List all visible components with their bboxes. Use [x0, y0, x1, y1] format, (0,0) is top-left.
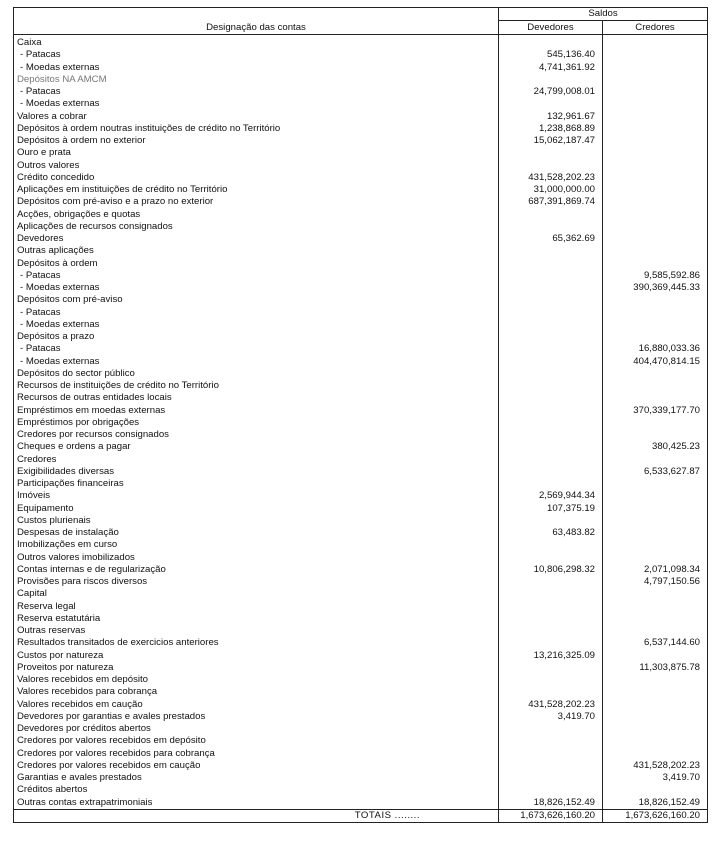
credit-value: [603, 294, 708, 306]
table-row: [14, 699, 708, 711]
debit-value: [499, 282, 603, 294]
debit-value: [499, 319, 603, 331]
credit-value: [603, 74, 708, 86]
debit-value: 687,391,869.74: [499, 196, 603, 208]
debit-value: [499, 429, 603, 441]
account-name: Valores recebidos para cobrança: [14, 686, 499, 698]
credit-value: [603, 699, 708, 711]
table-row: [14, 343, 708, 355]
balance-table: [13, 7, 708, 823]
table-row: [14, 748, 708, 760]
credit-value: 404,470,814.15: [603, 356, 708, 368]
debit-value: 24,799,008.01: [499, 86, 603, 98]
debit-value: [499, 270, 603, 282]
account-name: Empréstimos por obrigações: [14, 417, 499, 429]
credit-value: [603, 392, 708, 404]
credit-value: 2,071,098.34: [603, 564, 708, 576]
table-row: [14, 282, 708, 294]
totals-debit: 1,673,626,160.20: [499, 809, 603, 822]
credit-value: [603, 711, 708, 723]
debit-value: [499, 748, 603, 760]
account-name: Devedores: [14, 233, 499, 245]
credit-value: [603, 748, 708, 760]
debit-value: 13,216,325.09: [499, 650, 603, 662]
debit-value: [499, 539, 603, 551]
table-row: [14, 209, 708, 221]
table-row: [14, 637, 708, 649]
debit-value: 3,419.70: [499, 711, 603, 723]
credit-value: [603, 172, 708, 184]
table-row: [14, 135, 708, 147]
credit-value: [603, 417, 708, 429]
table-row: [14, 380, 708, 392]
account-name: Exigibilidades diversas: [14, 466, 499, 478]
debit-value: [499, 784, 603, 796]
debit-value: 31,000,000.00: [499, 184, 603, 196]
account-name: Reserva legal: [14, 601, 499, 613]
debit-value: [499, 380, 603, 392]
credit-value: [603, 650, 708, 662]
account-name: Depósitos a prazo: [14, 331, 499, 343]
account-name: Depósitos à ordem noutras instituições de crédito no Território: [14, 123, 499, 135]
table-row: [14, 74, 708, 86]
table-row: [14, 552, 708, 564]
credit-value: [603, 86, 708, 98]
debit-value: 4,741,361.92: [499, 62, 603, 74]
table-body: [14, 35, 708, 810]
credit-value: 16,880,033.36: [603, 343, 708, 355]
table-row: [14, 503, 708, 515]
debit-value: 15,062,187.47: [499, 135, 603, 147]
debit-value: [499, 221, 603, 233]
table-header: [14, 8, 708, 35]
table-row: [14, 613, 708, 625]
account-name: - Patacas: [14, 270, 499, 282]
totals-label: TOTAIS ........: [14, 809, 499, 822]
debit-value: [499, 576, 603, 588]
table-row: [14, 270, 708, 282]
account-name: - Patacas: [14, 86, 499, 98]
credit-value: [603, 601, 708, 613]
table-row: [14, 650, 708, 662]
table-row: [14, 625, 708, 637]
credit-value: [603, 552, 708, 564]
credit-value: [603, 35, 708, 50]
credit-value: [603, 527, 708, 539]
debit-value: [499, 686, 603, 698]
account-name: Custos plurienais: [14, 515, 499, 527]
credit-value: [603, 331, 708, 343]
credit-value: [603, 245, 708, 257]
credit-value: 11,303,875.78: [603, 662, 708, 674]
credit-value: [603, 196, 708, 208]
account-name: Equipamento: [14, 503, 499, 515]
totals-row: [14, 809, 708, 822]
credit-value: [603, 686, 708, 698]
debit-value: [499, 760, 603, 772]
account-name: Recursos de instituições de crédito no Território: [14, 380, 499, 392]
credit-value: 3,419.70: [603, 772, 708, 784]
balances-group-header: Saldos: [499, 8, 708, 21]
debit-value: [499, 674, 603, 686]
table-row: [14, 662, 708, 674]
credit-value: [603, 135, 708, 147]
debit-value: [499, 441, 603, 453]
account-name: Depósitos à ordem: [14, 258, 499, 270]
account-name: Valores a cobrar: [14, 111, 499, 123]
account-name: Empréstimos em moedas externas: [14, 405, 499, 417]
debit-value: 10,806,298.32: [499, 564, 603, 576]
credit-value: [603, 49, 708, 61]
credit-value: 6,537,144.60: [603, 637, 708, 649]
account-name: Recursos de outras entidades locais: [14, 392, 499, 404]
debit-value: [499, 245, 603, 257]
account-name: Custos por natureza: [14, 650, 499, 662]
account-name: - Moedas externas: [14, 356, 499, 368]
table-row: [14, 429, 708, 441]
table-row: [14, 147, 708, 159]
account-name: Garantias e avales prestados: [14, 772, 499, 784]
credit-value: 431,528,202.23: [603, 760, 708, 772]
debit-value: 107,375.19: [499, 503, 603, 515]
table-row: [14, 417, 708, 429]
credit-value: 9,585,592.86: [603, 270, 708, 282]
table-row: [14, 478, 708, 490]
debit-value: [499, 588, 603, 600]
account-name: - Moedas externas: [14, 62, 499, 74]
credit-value: 4,797,150.56: [603, 576, 708, 588]
debit-value: [499, 478, 603, 490]
debit-value: [499, 625, 603, 637]
debit-value: [499, 662, 603, 674]
debit-value: [499, 515, 603, 527]
table-row: [14, 221, 708, 233]
credit-value: [603, 515, 708, 527]
account-name: - Patacas: [14, 307, 499, 319]
table-footer: [14, 809, 708, 822]
table-row: [14, 601, 708, 613]
credit-value: [603, 368, 708, 380]
credit-value: [603, 258, 708, 270]
debit-value: [499, 723, 603, 735]
table-row: [14, 307, 708, 319]
table-row: [14, 184, 708, 196]
account-name: Credores por valores recebidos em caução: [14, 760, 499, 772]
debit-value: [499, 637, 603, 649]
debit-value: [499, 294, 603, 306]
table-row: [14, 196, 708, 208]
debit-value: 545,136.40: [499, 49, 603, 61]
debit-value: [499, 466, 603, 478]
credit-value: [603, 674, 708, 686]
debit-value: [499, 98, 603, 110]
table-row: [14, 62, 708, 74]
credit-value: 380,425.23: [603, 441, 708, 453]
credit-value: [603, 478, 708, 490]
account-name: Credores por valores recebidos em depósito: [14, 735, 499, 747]
debit-value: [499, 307, 603, 319]
account-name: Devedores por garantias e avales prestados: [14, 711, 499, 723]
credit-value: [603, 160, 708, 172]
account-name: - Moedas externas: [14, 282, 499, 294]
table-row: [14, 49, 708, 61]
table-row: [14, 98, 708, 110]
table-row: [14, 35, 708, 50]
account-name: Contas internas e de regularização: [14, 564, 499, 576]
account-name: Reserva estatutária: [14, 613, 499, 625]
account-name: Valores recebidos em caução: [14, 699, 499, 711]
credit-value: [603, 147, 708, 159]
credit-value: [603, 221, 708, 233]
credit-value: [603, 319, 708, 331]
totals-credit: 1,673,626,160.20: [603, 809, 708, 822]
table-row: [14, 797, 708, 810]
table-row: [14, 258, 708, 270]
credit-value: [603, 98, 708, 110]
credit-column-header: Credores: [603, 21, 708, 35]
account-name: Devedores por créditos abertos: [14, 723, 499, 735]
credit-value: [603, 784, 708, 796]
table-row: [14, 111, 708, 123]
table-row: [14, 245, 708, 257]
table-row: [14, 368, 708, 380]
table-row: [14, 588, 708, 600]
credit-value: [603, 503, 708, 515]
credit-value: [603, 380, 708, 392]
balance-sheet: [13, 7, 707, 854]
debit-value: [499, 147, 603, 159]
account-name: Aplicações em instituições de crédito no Território: [14, 184, 499, 196]
account-name: Aplicações de recursos consignados: [14, 221, 499, 233]
credit-value: [603, 209, 708, 221]
account-name: Outras aplicações: [14, 245, 499, 257]
debit-value: 63,483.82: [499, 527, 603, 539]
credit-value: [603, 588, 708, 600]
credit-value: [603, 111, 708, 123]
debit-value: [499, 405, 603, 417]
debit-value: [499, 601, 603, 613]
debit-value: 2,569,944.34: [499, 490, 603, 502]
table-row: [14, 392, 708, 404]
debit-value: 431,528,202.23: [499, 699, 603, 711]
account-designation-header: Designação das contas: [14, 8, 499, 35]
credit-value: [603, 625, 708, 637]
account-name: Credores: [14, 454, 499, 466]
table-row: [14, 172, 708, 184]
table-row: [14, 686, 708, 698]
debit-value: 18,826,152.49: [499, 797, 603, 810]
debit-value: 1,238,868.89: [499, 123, 603, 135]
account-name: Depósitos NA AMCM: [14, 74, 499, 86]
table-row: [14, 454, 708, 466]
table-row: [14, 564, 708, 576]
account-name: Depósitos à ordem no exterior: [14, 135, 499, 147]
debit-value: [499, 392, 603, 404]
debit-value: [499, 258, 603, 270]
debit-value: [499, 368, 603, 380]
table-row: [14, 735, 708, 747]
debit-value: [499, 331, 603, 343]
credit-value: [603, 613, 708, 625]
table-row: [14, 294, 708, 306]
credit-value: [603, 723, 708, 735]
debit-value: [499, 74, 603, 86]
table-row: [14, 674, 708, 686]
account-name: Resultados transitados de exercicios anteriores: [14, 637, 499, 649]
table-row: [14, 772, 708, 784]
account-name: Acções, obrigações e quotas: [14, 209, 499, 221]
credit-value: [603, 233, 708, 245]
account-name: - Moedas externas: [14, 319, 499, 331]
account-name: Capital: [14, 588, 499, 600]
table-row: [14, 331, 708, 343]
account-name: - Patacas: [14, 49, 499, 61]
account-name: Outros valores imobilizados: [14, 552, 499, 564]
debit-value: 132,961.67: [499, 111, 603, 123]
table-row: [14, 123, 708, 135]
credit-value: [603, 490, 708, 502]
debit-value: [499, 454, 603, 466]
debit-value: [499, 343, 603, 355]
debit-value: [499, 735, 603, 747]
table-row: [14, 319, 708, 331]
table-row: [14, 527, 708, 539]
account-name: Participações financeiras: [14, 478, 499, 490]
account-name: Outros valores: [14, 160, 499, 172]
table-row: [14, 760, 708, 772]
table-row: [14, 576, 708, 588]
credit-value: [603, 123, 708, 135]
table-row: [14, 784, 708, 796]
table-row: [14, 515, 708, 527]
account-name: Créditos abertos: [14, 784, 499, 796]
table-row: [14, 356, 708, 368]
table-row: [14, 466, 708, 478]
credit-value: [603, 307, 708, 319]
debit-value: [499, 772, 603, 784]
account-name: Imobilizações em curso: [14, 539, 499, 551]
credit-value: [603, 62, 708, 74]
account-name: Depósitos com pré-aviso e a prazo no exterior: [14, 196, 499, 208]
table-row: [14, 86, 708, 98]
debit-value: 431,528,202.23: [499, 172, 603, 184]
debit-value: [499, 356, 603, 368]
account-name: Provisões para riscos diversos: [14, 576, 499, 588]
debit-value: [499, 35, 603, 50]
debit-value: [499, 552, 603, 564]
account-name: Credores por valores recebidos para cobrança: [14, 748, 499, 760]
credit-value: 6,533,627.87: [603, 466, 708, 478]
debit-value: [499, 417, 603, 429]
account-name: Outras reservas: [14, 625, 499, 637]
account-name: Cheques e ordens a pagar: [14, 441, 499, 453]
credit-value: [603, 429, 708, 441]
debit-column-header: Devedores: [499, 21, 603, 35]
account-name: Credores por recursos consignados: [14, 429, 499, 441]
debit-value: [499, 160, 603, 172]
table-row: [14, 441, 708, 453]
account-name: Caixa: [14, 35, 499, 50]
credit-value: 390,369,445.33: [603, 282, 708, 294]
credit-value: 18,826,152.49: [603, 797, 708, 810]
account-name: Crédito concedido: [14, 172, 499, 184]
account-name: - Patacas: [14, 343, 499, 355]
account-name: Depósitos com pré-aviso: [14, 294, 499, 306]
credit-value: [603, 184, 708, 196]
credit-value: [603, 539, 708, 551]
account-name: Proveitos por natureza: [14, 662, 499, 674]
table-row: [14, 723, 708, 735]
account-name: - Moedas externas: [14, 98, 499, 110]
table-row: [14, 539, 708, 551]
credit-value: [603, 454, 708, 466]
table-row: [14, 405, 708, 417]
table-row: [14, 711, 708, 723]
table-row: [14, 233, 708, 245]
account-name: Imóveis: [14, 490, 499, 502]
debit-value: 65,362.69: [499, 233, 603, 245]
account-name: Depósitos do sector público: [14, 368, 499, 380]
debit-value: [499, 209, 603, 221]
account-name: Ouro e prata: [14, 147, 499, 159]
table-row: [14, 490, 708, 502]
account-name: Valores recebidos em depósito: [14, 674, 499, 686]
credit-value: 370,339,177.70: [603, 405, 708, 417]
debit-value: [499, 613, 603, 625]
table-row: [14, 160, 708, 172]
credit-value: [603, 735, 708, 747]
account-name: Outras contas extrapatrimoniais: [14, 797, 499, 810]
account-name: Despesas de instalação: [14, 527, 499, 539]
